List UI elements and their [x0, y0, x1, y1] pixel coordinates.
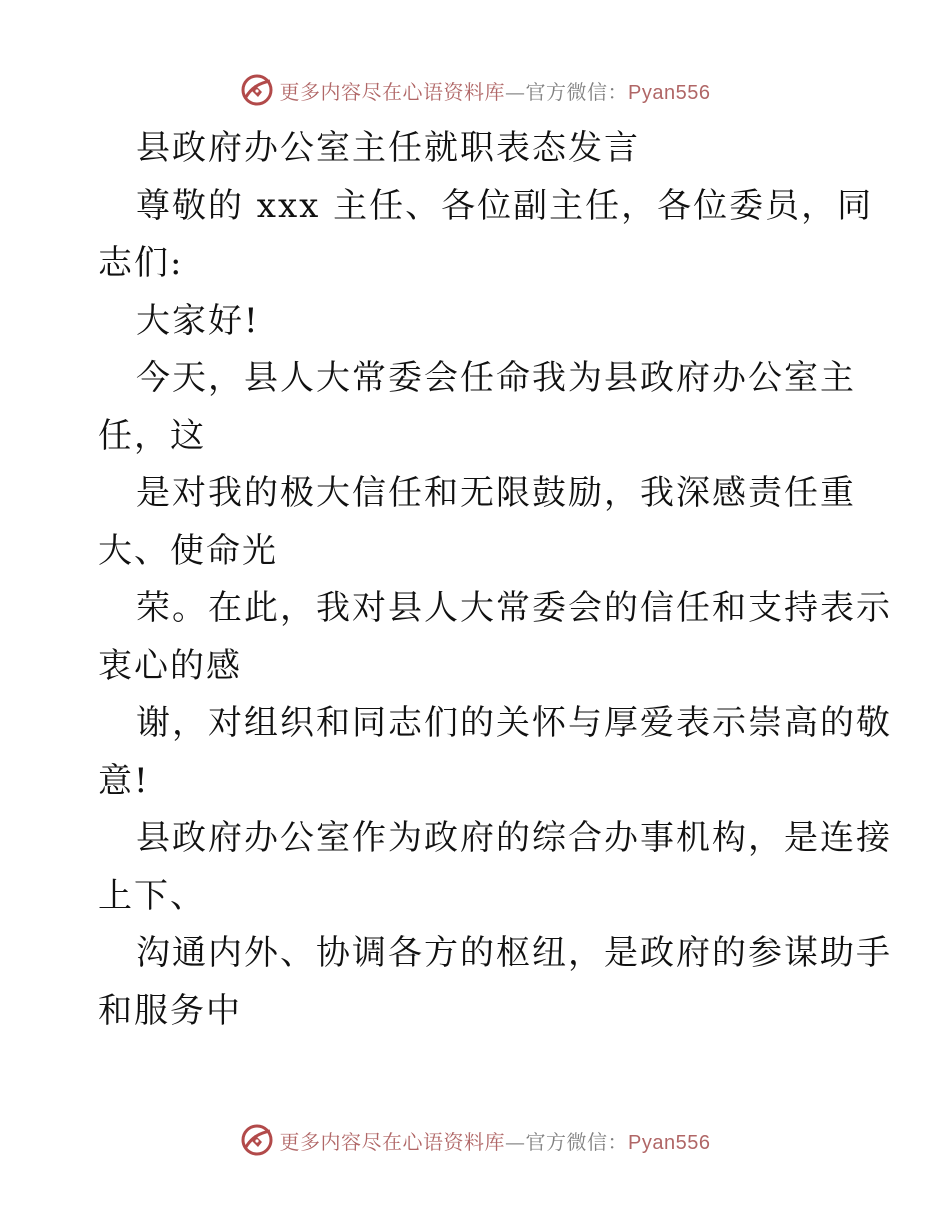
text-line: 沟通内外、协调各方的枢纽，是政府的参谋助手 [136, 933, 892, 973]
text-line: 志们: [98, 243, 184, 283]
header-brand-text: 更多内容尽在心语资料库 [279, 79, 506, 104]
text-line: 荣。在此，我对县人大常委会的信任和支持表示 [136, 588, 892, 628]
header-banner-content [240, 73, 711, 107]
footer-banner-text [280, 1126, 711, 1155]
text-line: 意! [98, 760, 150, 801]
pen-nib-logo-icon [240, 1123, 274, 1157]
footer-brand-text: 更多内容尽在心语资料库 [279, 1129, 506, 1154]
header-banner-text [280, 76, 711, 105]
footer-wechat-label: 官方微信： [525, 1129, 629, 1154]
footer-dash: — [505, 1129, 526, 1154]
text-line: 今天，县人大常委会任命我为县政府办公室主 [136, 358, 856, 398]
text-line: 县政府办公室作为政府的综合办事机构，是连接 [136, 818, 892, 858]
header-banner [0, 70, 950, 110]
text-line: 谢，对组织和同志们的关怀与厚爱表示崇高的敬 [136, 703, 892, 743]
footer-banner-content [240, 1123, 711, 1157]
pen-nib-logo-icon [240, 73, 274, 107]
header-wechat-id: Pyan556 [628, 81, 711, 104]
text-line: 上下、 [98, 875, 206, 916]
text-line: 衷心的感 [98, 645, 242, 686]
text-line: 任，这 [98, 415, 206, 456]
text-line: 大、使命光 [98, 530, 278, 571]
header-dash: — [505, 79, 526, 104]
text-line: 和服务中 [98, 990, 242, 1031]
document-body [98, 120, 892, 1040]
text-line: 大家好! [136, 300, 260, 341]
document-title: 县政府办公室主任就职表态发言 [136, 128, 640, 168]
text-line: 尊敬的 xxx 主任、各位副主任，各位委员，同 [136, 185, 874, 226]
footer-wechat-id: Pyan556 [628, 1131, 711, 1154]
header-wechat-label: 官方微信： [525, 79, 629, 104]
footer-banner [0, 1120, 950, 1160]
text-line: 是对我的极大信任和无限鼓励，我深感责任重 [136, 473, 856, 513]
